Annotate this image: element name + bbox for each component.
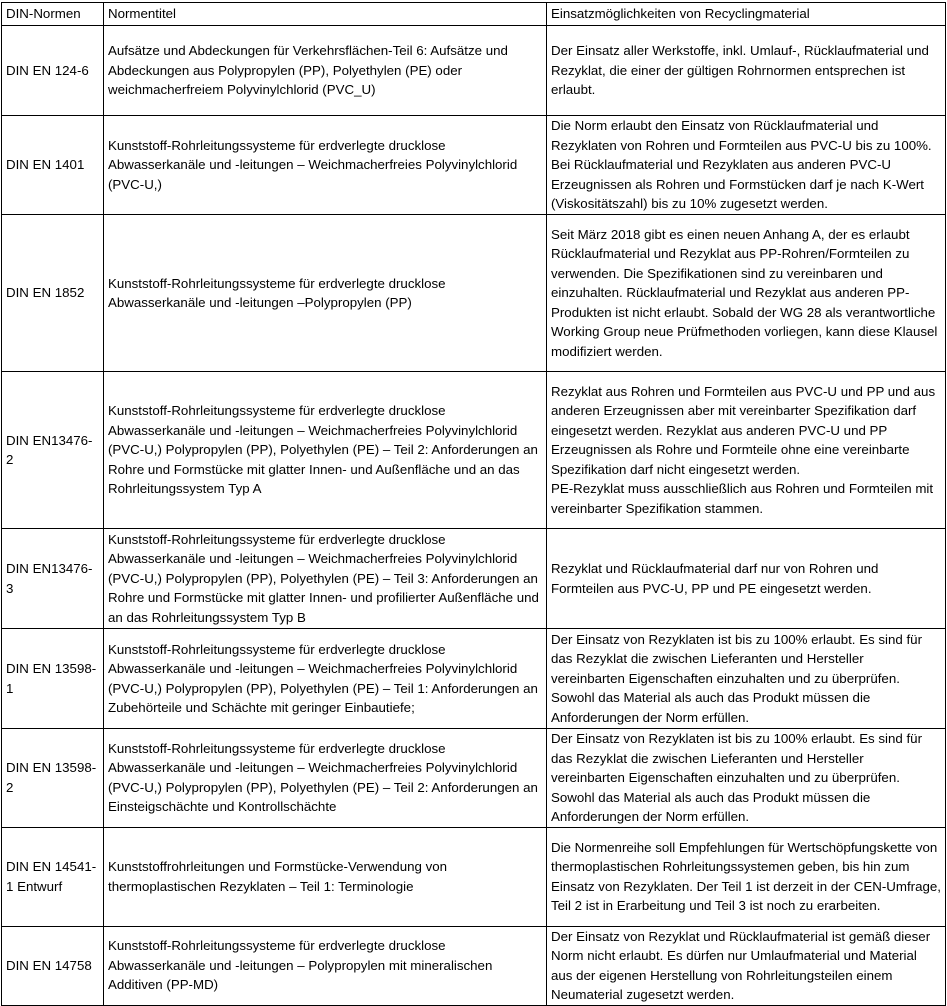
table-row xyxy=(2,215,946,372)
description-text: Der Einsatz aller Werkstoffe, inkl. Umlauf-, Rücklaufmaterial und Rezyklat, die einer der gültigen Rohrnormen entsprechen ist erlaubt. xyxy=(551,43,929,98)
header-einsatzmoeglichkeiten: Einsatzmöglichkeiten von Recyclingmaterial xyxy=(547,3,946,26)
table-row xyxy=(2,827,946,926)
description-text: Die Norm erlaubt den Einsatz von Rücklaufmaterial und Rezyklaten von Rohren und Formteilen aus PVC-U bis zu 100%. Bei Rücklaufmaterial und Rezyklaten aus anderen PVC-U Erzeugnissen als Rohren und Formstücken darf je nach K-Wert (Viskositätszahl) bis zu 10% zugesetzt werden. xyxy=(551,118,932,212)
description-text: Der Einsatz von Rezyklaten ist bis zu 100% erlaubt. Es sind für das Rezyklat die zwischen Lieferanten und Hersteller vereinbarten Eigenschaften einzuhalten und zu überprüfen. Sowohl das Material als auch das Produkt müssen die Anforderungen der Norm erfüllen. xyxy=(551,731,923,824)
table-row xyxy=(2,116,946,215)
description-cell xyxy=(547,215,946,372)
norm-cell: DIN EN 13598-2 xyxy=(2,729,104,828)
description-text: Seit März 2018 gibt es einen neuen Anhang A, der es erlaubt Rücklaufmaterial und Rezyklat aus PP-Rohren/Formteilen zu verwenden. Die Spezifikationen sind zu vereinbaren und einzuhalten. Rücklaufmaterial und Rezyklat aus anderen PP-Produkten ist nicht erlaubt. Sobald der WG 28 als verantwortliche Working Group neue Prüfmethoden vorliegen, kann diese Klausel modifiziert werden. xyxy=(551,226,938,359)
title-cell: Kunststoff-Rohrleitungssysteme für erdverlegte drucklose Abwasserkanäle und -leitungen – Weichmacherfreies Polyvinylchlorid (PVC-U,) Polypropylen (PP), Polyethylen (PE) – Teil 3: Anforderungen an Rohre und Formstücke mit glatter Innen- und profilierter Außenfläche und an das Rohrleitungssystem Typ B xyxy=(104,529,547,629)
description-cell xyxy=(547,529,946,629)
description-cell xyxy=(547,372,946,529)
description-cell xyxy=(547,729,946,828)
description-text: Rezyklat und Rücklaufmaterial darf nur von Rohren und Formteilen aus PVC-U, PP und PE eingesetzt werden. xyxy=(551,561,879,596)
description-text: Der Einsatz von Rezyklaten ist bis zu 100% erlaubt. Es sind für das Rezyklat die zwischen Lieferanten und Hersteller vereinbarten Eigenschaften einzuhalten und zu überprüfen. Sowohl das Material als auch das Produkt müssen die Anforderungen der Norm erfüllen. xyxy=(551,631,923,725)
header-din-normen: DIN-Normen xyxy=(2,3,104,26)
norm-cell: DIN EN 14541-1 Entwurf xyxy=(2,827,104,926)
description-text: Der Einsatz von Rezyklat und Rücklaufmaterial ist gemäß dieser Norm nicht erlaubt. Es dürfen nur Umlaufmaterial und Material aus der eigenen Herstellung von Rohrleitungsteilen einem Neumaterial zugesetzt werden. xyxy=(551,928,931,1002)
description-text: Die Normenreihe soll Empfehlungen für Wertschöpfungskette von thermoplastischen Rohrleitungssystemen geben, bis hin zum Einsatz von Rezyklaten. Der Teil 1 ist derzeit in der CEN-Umfrage, Teil 2 ist in Erarbeitung und Teil 3 ist noch zu erarbeiten. xyxy=(551,839,941,913)
table-row xyxy=(2,729,946,828)
title-cell: Kunststoff-Rohrleitungssysteme für erdverlegte drucklose Abwasserkanäle und -leitungen – Polypropylen mit mineralischen Additiven (PP-MD) xyxy=(104,926,547,1005)
header-normentitel: Normentitel xyxy=(104,3,547,26)
title-cell: Kunststoff-Rohrleitungssysteme für erdverlegte drucklose Abwasserkanäle und -leitungen – Weichmacherfreies Polyvinylchlorid (PVC-U,) Polypropylen (PP), Polyethylen (PE) – Teil 2: Anforderungen an Einsteigschächte und Kontrollschächte xyxy=(104,729,547,828)
norm-cell: DIN EN 1401 xyxy=(2,116,104,215)
description-cell xyxy=(547,827,946,926)
table-row xyxy=(2,629,946,729)
description-cell xyxy=(547,116,946,215)
description-cell xyxy=(547,629,946,729)
title-cell: Kunststoff-Rohrleitungssysteme für erdverlegte drucklose Abwasserkanäle und -leitungen – Weichmacherfreies Polyvinylchlorid (PVC-U,) xyxy=(104,116,547,215)
title-cell: Kunststoff-Rohrleitungssysteme für erdverlegte drucklose Abwasserkanäle und -leitungen –Polypropylen (PP) xyxy=(104,215,547,372)
title-cell: Aufsätze und Abdeckungen für Verkehrsflächen-Teil 6: Aufsätze und Abdeckungen aus Polypropylen (PP), Polyethylen (PE) oder weichmacherfreiem Polyvinylchlorid (PVC_U) xyxy=(104,26,547,116)
norm-cell: DIN EN13476-2 xyxy=(2,372,104,529)
norm-cell: DIN EN 124-6 xyxy=(2,26,104,116)
norm-cell: DIN EN13476-3 xyxy=(2,529,104,629)
description-cell xyxy=(547,26,946,116)
title-cell: Kunststoffrohrleitungen und Formstücke-Verwendung von thermoplastischen Rezyklaten – Teil 1: Terminologie xyxy=(104,827,547,926)
norm-cell: DIN EN 13598-1 xyxy=(2,629,104,729)
title-cell: Kunststoff-Rohrleitungssysteme für erdverlegte drucklose Abwasserkanäle und -leitungen – Weichmacherfreies Polyvinylchlorid (PVC-U,) Polypropylen (PP), Polyethylen (PE) – Teil 2: Anforderungen an Rohre und Formstücke mit glatter Innen- und Außenfläche und an das Rohrleitungssystem Typ A xyxy=(104,372,547,529)
table-row xyxy=(2,926,946,1005)
table-row xyxy=(2,529,946,629)
title-cell: Kunststoff-Rohrleitungssysteme für erdverlegte drucklose Abwasserkanäle und -leitungen – Weichmacherfreies Polyvinylchlorid (PVC-U,) Polypropylen (PP), Polyethylen (PE) – Teil 1: Anforderungen an Zubehörteile und Schächte mit geringer Einbautiefe; xyxy=(104,629,547,729)
table-row xyxy=(2,26,946,116)
table-row xyxy=(2,372,946,529)
description-text: Rezyklat aus Rohren und Formteilen aus PVC-U und PP und aus anderen Erzeugnissen aber mit vereinbarter Spezifikation darf eingesetzt werden. Rezyklat aus anderen PVC-U und PP Erzeugnissen als Rohre und Formteile ohne eine vereinbarte Spezifikation darf nicht eingesetzt werden. xyxy=(551,383,936,477)
description-text: PE-Rezyklat muss ausschließlich aus Rohren und Formteilen mit vereinbarter Spezifikation stammen. xyxy=(551,481,934,516)
description-cell xyxy=(547,926,946,1005)
norm-cell: DIN EN 14758 xyxy=(2,926,104,1005)
norm-table xyxy=(1,2,946,1006)
header-row xyxy=(2,3,946,26)
norm-cell: DIN EN 1852 xyxy=(2,215,104,372)
